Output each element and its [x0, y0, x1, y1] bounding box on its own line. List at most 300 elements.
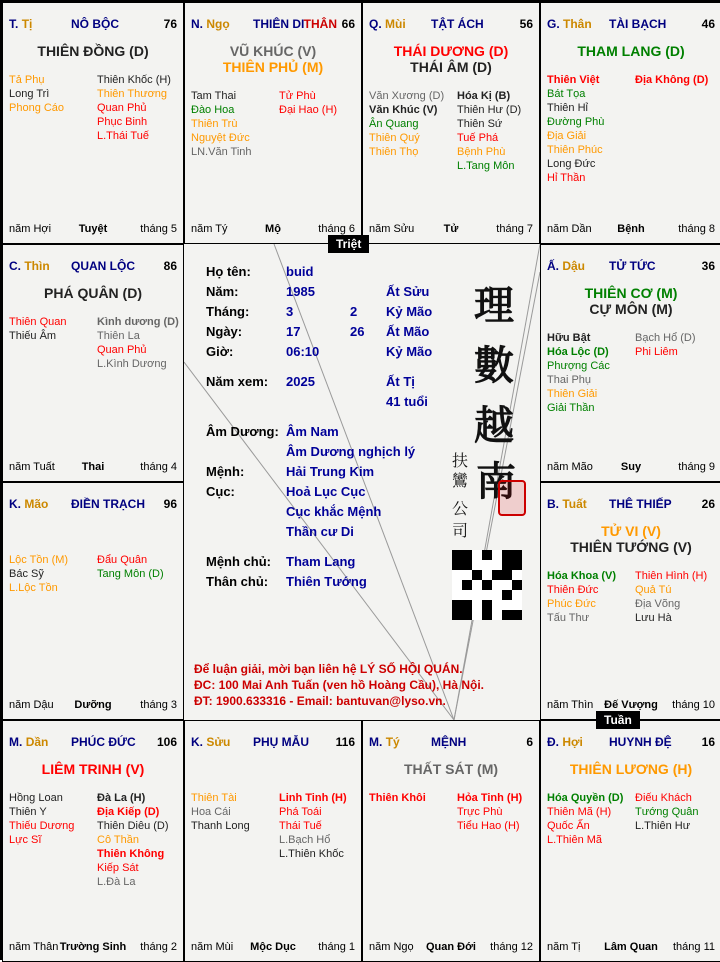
palace-branch-name: Dần [25, 735, 49, 749]
minor-star: Thái Tuế [279, 820, 322, 832]
value-menh: Hải Trung Kim [286, 464, 375, 479]
palace-footer [547, 461, 715, 475]
palace-stem: Ấ. [547, 259, 559, 273]
palace-stem: K. [9, 497, 21, 511]
minor-star: Long Trì [9, 88, 50, 100]
minor-star: Thiên Khôi [369, 792, 426, 804]
calligraphy-char: 理 [474, 282, 514, 329]
palace-number: 96 [163, 497, 177, 511]
minor-star: Bác Sỹ [9, 568, 44, 580]
calligraphy-char: 越 [474, 402, 514, 449]
palace-number: 76 [163, 17, 177, 31]
palace-name: THIÊN DI [253, 17, 305, 31]
palace-name: PHỤ MẪU [253, 735, 309, 749]
palace-branch [369, 735, 400, 749]
palace-year: năm Mão [547, 461, 593, 473]
value-tuoi: 41 tuổi [386, 394, 428, 409]
palace-number: 116 [335, 735, 355, 749]
value-ngay-can: Ất Mão [386, 324, 430, 339]
palace-branch [9, 17, 32, 31]
minor-star: Bệnh Phù [457, 146, 506, 158]
palace-name: TỬ TỨC [609, 259, 656, 273]
minor-star: Long Đức [547, 158, 596, 170]
label-ngay: Ngày: [206, 324, 243, 339]
palace-year: năm Ngọ [369, 941, 414, 953]
palace-branch-name: Tuất [562, 497, 587, 511]
label-am-duong: Âm Dương: [206, 424, 279, 439]
palace-stem: M. [369, 735, 383, 749]
palace-month: tháng 12 [490, 941, 533, 953]
minor-star: Thiên Diêu (D) [97, 820, 169, 832]
palace-footer [9, 461, 177, 475]
palace-year: năm Sửu [369, 223, 415, 235]
minor-star: Hóa Lộc (D) [547, 346, 609, 358]
palace-life-stage: Dưỡng [74, 699, 112, 711]
small-calligraphy-char: 公 [452, 499, 469, 518]
than-marker: THÂN [303, 17, 337, 31]
palace-branch-name: Thìn [24, 259, 50, 273]
palace-branch-name: Tị [21, 17, 33, 31]
value-nam-can: Ất Sửu [386, 284, 430, 299]
minor-star: Thiếu Âm [9, 330, 57, 342]
label-cuc: Cục: [206, 484, 235, 499]
minor-star: L.Tang Môn [457, 160, 515, 172]
palace-cell[interactable] [184, 2, 362, 244]
right-stars [635, 73, 708, 87]
palace-branch-name: Dậu [562, 259, 586, 273]
palace-month: tháng 7 [496, 223, 533, 235]
palace-footer [369, 223, 533, 237]
palace-cell[interactable] [2, 720, 184, 962]
main-star: THIÊN CƠ (M) [584, 285, 678, 301]
palace-header [191, 17, 355, 33]
palace-number: 66 [341, 17, 355, 31]
palace-cell[interactable] [2, 482, 184, 720]
value-am-duong-ly: Âm Dương nghịch lý [286, 444, 416, 459]
minor-star: Đại Hao (H) [279, 104, 338, 116]
palace-number: 86 [163, 259, 177, 273]
minor-star: Bạch Hổ (D) [635, 332, 696, 344]
right-stars [635, 791, 699, 833]
palace-header [547, 735, 715, 751]
main-star: THÁI DƯƠNG (D) [393, 43, 509, 59]
palace-year: năm Hợi [9, 223, 52, 235]
palace-header [9, 17, 177, 33]
triet-marker: Triệt [328, 235, 369, 253]
minor-star: Tả Phụ [9, 74, 45, 86]
minor-star: Quả Tú [635, 584, 672, 596]
minor-star: Thiên Quý [369, 132, 420, 144]
minor-star: Thiên Hư (D) [457, 104, 522, 116]
minor-star: Hóa Kị (B) [457, 90, 511, 102]
palace-month: tháng 1 [318, 941, 355, 953]
palace-header [9, 735, 177, 751]
minor-star: Giải Thần [547, 402, 595, 414]
main-star: THIÊN TƯỚNG (V) [570, 539, 692, 555]
palace-life-stage: Quan Đới [426, 941, 476, 953]
minor-star: Hóa Khoa (V) [547, 570, 617, 582]
minor-star: Nguyệt Đức [191, 132, 250, 144]
palace-header [9, 259, 177, 275]
value-ho-ten: buid [286, 264, 314, 279]
minor-star: Đà La (H) [97, 792, 146, 804]
minor-star: Phượng Các [547, 360, 610, 372]
minor-star: Thiên Hình (H) [635, 570, 708, 582]
value-gio-can: Kỷ Mão [386, 344, 433, 359]
palace-stem: T. [9, 17, 19, 31]
contact-line-1: Để luận giải, mời bạn liên hệ LÝ SỐ HỘI QUÁN. [194, 662, 463, 676]
right-stars [457, 791, 522, 833]
main-star: CỰ MÔN (M) [589, 301, 673, 317]
qr-code-icon[interactable] [452, 550, 522, 620]
palace-stem: Đ. [547, 735, 559, 749]
palace-life-stage: Bệnh [617, 223, 645, 235]
palace-branch [547, 259, 585, 273]
palace-footer [9, 699, 177, 713]
minor-star: Quan Phủ [97, 344, 147, 356]
value-nam-xem-can: Ất Tị [386, 374, 415, 389]
left-stars [369, 89, 444, 159]
main-star: THÁI ÂM (D) [410, 59, 492, 75]
minor-star: L.Bạch Hổ [279, 834, 331, 846]
tuan-marker: Tuần [596, 711, 640, 729]
palace-branch-name: Sửu [206, 735, 231, 749]
value-nam: 1985 [286, 284, 315, 299]
minor-star: Hữu Bật [547, 332, 591, 344]
palace-name: TẬT ÁCH [431, 17, 484, 31]
main-star: THAM LANG (D) [577, 43, 685, 59]
contact-address: ĐC: 100 Mai Anh Tuấn (ven hồ Hoàng Cầu), Hà Nội. [194, 678, 485, 692]
minor-star: Thanh Long [191, 820, 250, 832]
label-nam: Năm: [206, 284, 239, 299]
palace-year: năm Dậu [9, 699, 54, 711]
palace-branch-name: Thân [563, 17, 592, 31]
value-gio: 06:10 [286, 344, 320, 359]
minor-star: Điếu Khách [635, 792, 692, 804]
palace-number: 46 [701, 17, 715, 31]
palace-footer [9, 941, 177, 955]
value-ngay: 17 [286, 324, 301, 339]
palace-branch-name: Ngọ [206, 17, 230, 31]
palace-footer [547, 223, 715, 237]
palace-life-stage: Lâm Quan [604, 941, 658, 953]
palace-cell[interactable] [184, 720, 362, 962]
left-stars [9, 791, 74, 847]
main-star: VŨ KHÚC (V) [229, 43, 317, 59]
center-info-panel [184, 244, 540, 720]
minor-star: Thiên Thọ [369, 146, 419, 158]
palace-month: tháng 6 [318, 223, 355, 235]
right-stars [635, 331, 696, 359]
minor-star: Quốc Ấn [547, 820, 590, 832]
main-star: THIÊN ĐỒNG (D) [37, 43, 149, 59]
palace-month: tháng 9 [678, 461, 715, 473]
palace-month: tháng 3 [140, 699, 177, 711]
palace-life-stage: Mộc Dục [250, 941, 296, 953]
minor-star: Thiên Giải [547, 388, 598, 400]
palace-number: 36 [701, 259, 715, 273]
palace-branch [9, 735, 48, 749]
palace-life-stage: Mộ [265, 223, 281, 235]
palace-stem: Q. [369, 17, 382, 31]
minor-star: Thiên Không [97, 848, 165, 860]
right-stars [279, 791, 347, 861]
palace-month: tháng 4 [140, 461, 177, 473]
calligraphy-char: 數 [474, 342, 514, 389]
minor-star: Kiếp Sát [97, 862, 139, 874]
palace-cell[interactable] [2, 244, 184, 482]
palace-month: tháng 8 [678, 223, 715, 235]
palace-month: tháng 5 [140, 223, 177, 235]
minor-star: L.Thiên Mã [547, 834, 603, 846]
minor-star: Đường Phù [547, 116, 605, 128]
palace-name: NÔ BỘC [71, 17, 119, 31]
right-stars [97, 315, 179, 371]
palace-cell[interactable] [540, 720, 720, 962]
value-am-duong: Âm Nam [286, 424, 339, 439]
main-star: TỬ VI (V) [601, 523, 661, 539]
value-than-cu: Thần cư Di [286, 524, 354, 539]
minor-star: Thiên Mã (H) [547, 806, 612, 818]
minor-star: Tướng Quân [635, 806, 699, 818]
palace-branch-name: Mùi [385, 17, 406, 31]
minor-star: Kình dương (D) [97, 316, 179, 328]
palace-name: PHÚC ĐỨC [71, 735, 136, 749]
minor-star: Thiên Hỉ [547, 102, 588, 114]
palace-branch [369, 17, 406, 31]
minor-star: Hoa Cái [191, 806, 231, 818]
minor-star: Hỉ Thần [547, 172, 586, 184]
value-thang: 3 [286, 304, 294, 319]
left-stars [9, 73, 64, 115]
left-stars [9, 553, 68, 595]
minor-star: Tam Thai [191, 90, 237, 102]
minor-star: Thiên Đức [547, 584, 599, 596]
minor-star: Văn Khúc (V) [369, 104, 438, 116]
palace-number: 26 [701, 497, 715, 511]
minor-star: Địa Giải [547, 130, 587, 142]
palace-cell[interactable] [540, 2, 720, 244]
minor-star: Địa Kiếp (D) [97, 806, 160, 818]
minor-star: Đào Hoa [191, 104, 235, 116]
palace-stem: C. [9, 259, 21, 273]
palace-year: năm Dần [547, 223, 592, 235]
label-nam-xem: Năm xem: [206, 374, 269, 389]
palace-name: MỆNH [431, 735, 467, 749]
palace-month: tháng 10 [672, 699, 715, 711]
palace-header [369, 17, 533, 33]
palace-year: năm Tuất [9, 461, 55, 473]
minor-star: Phục Binh [97, 116, 148, 128]
value-cuc-khac: Cục khắc Mệnh [286, 504, 382, 519]
minor-star: Cô Thần [97, 834, 139, 846]
minor-star: Thiếu Dương [9, 820, 75, 832]
minor-star: L.Lộc Tồn [9, 582, 58, 594]
palace-cell[interactable] [540, 482, 720, 720]
minor-star: Trực Phù [457, 806, 503, 818]
minor-star: Thai Phụ [547, 374, 592, 386]
palace-branch-name: Tý [385, 735, 400, 749]
palace-branch [547, 497, 587, 511]
palace-header [191, 735, 355, 751]
minor-star: Lộc Tồn (M) [9, 554, 69, 566]
left-stars [191, 89, 252, 159]
minor-star: Thiên Trù [191, 118, 238, 130]
small-calligraphy-char: 鸞 [452, 471, 469, 490]
minor-star: Phá Toái [279, 806, 322, 818]
palace-year: năm Tý [191, 223, 228, 235]
palace-branch [9, 259, 50, 273]
label-gio: Giờ: [206, 344, 234, 359]
minor-star: Tuế Phá [457, 132, 499, 144]
small-calligraphy-char: 司 [452, 521, 469, 540]
minor-star: Hỏa Tinh (H) [457, 792, 523, 804]
palace-life-stage: Suy [620, 461, 642, 473]
value-than-chu: Thiên Tướng [286, 574, 367, 589]
palace-cell[interactable] [2, 2, 184, 244]
palace-number: 106 [156, 735, 177, 749]
calligraphy-char: 南 [476, 458, 516, 505]
minor-star: Phong Cáo [9, 102, 65, 114]
minor-star: Hồng Loan [9, 792, 63, 804]
palace-cell[interactable] [362, 720, 540, 962]
right-stars [97, 73, 171, 143]
palace-header [547, 17, 715, 33]
right-stars [97, 791, 169, 889]
small-calligraphy-char: 扶 [452, 451, 469, 470]
minor-star: Phúc Đức [547, 598, 596, 610]
main-star: THẤT SÁT (M) [403, 761, 499, 777]
main-star: LIÊM TRINH (V) [41, 761, 145, 777]
palace-branch [191, 735, 230, 749]
palace-number: 16 [701, 735, 715, 749]
palace-branch [547, 17, 592, 31]
palace-year: năm Thìn [547, 699, 594, 711]
palace-stem: M. [9, 735, 23, 749]
palace-year: năm Thân [9, 941, 59, 953]
value-thang-am: 2 [350, 304, 358, 319]
minor-star: L.Kình Dương [97, 358, 167, 370]
minor-star: Thiên Phúc [547, 144, 603, 156]
palace-branch [191, 17, 230, 31]
palace-branch [9, 497, 48, 511]
minor-star: Thiên Khốc (H) [97, 74, 171, 86]
minor-star: Địa Không (D) [635, 74, 709, 86]
minor-star: LN.Văn Tinh [191, 146, 252, 158]
palace-number: 6 [526, 735, 533, 749]
palace-footer [191, 941, 355, 955]
minor-star: Thiên Sứ [457, 118, 503, 130]
palace-cell[interactable] [540, 244, 720, 482]
label-than-chu: Thân chủ: [206, 574, 269, 589]
minor-star: Tấu Thư [547, 612, 590, 624]
palace-name: THÊ THIẾP [609, 497, 672, 511]
red-seal-icon [498, 480, 526, 516]
minor-star: Thiên Tài [191, 792, 237, 804]
minor-star: Linh Tinh (H) [279, 792, 347, 804]
minor-star: Tử Phù [279, 90, 316, 102]
minor-star: Thiên Quan [9, 316, 67, 328]
palace-footer [369, 941, 533, 955]
palace-branch [547, 735, 583, 749]
palace-footer [9, 223, 177, 237]
value-nam-xem: 2025 [286, 374, 315, 389]
left-stars [547, 73, 604, 185]
palace-life-stage: Trường Sinh [59, 941, 127, 953]
value-menh-chu: Tham Lang [286, 554, 356, 569]
palace-branch-name: Hợi [562, 735, 583, 749]
minor-star: Lực Sĩ [9, 834, 42, 846]
minor-star: Tang Môn (D) [97, 568, 164, 580]
minor-star: L.Thiên Khốc [279, 848, 344, 860]
palace-footer [547, 941, 715, 955]
palace-life-stage: Tuyệt [78, 223, 108, 235]
minor-star: Thiên La [97, 330, 140, 342]
palace-header [547, 497, 715, 513]
left-stars [369, 791, 426, 805]
right-stars [97, 553, 164, 581]
left-stars [9, 315, 66, 343]
value-thang-can: Kỷ Mão [386, 304, 433, 319]
main-star: THIÊN LƯƠNG (H) [569, 761, 693, 777]
label-menh-chu: Mệnh chủ: [206, 554, 271, 569]
minor-star: Lưu Hà [635, 612, 672, 624]
minor-star: Ân Quang [369, 118, 419, 130]
palace-name: QUAN LỘC [71, 259, 135, 273]
palace-name: ĐIỀN TRẠCH [71, 497, 145, 511]
minor-star: Thiên Thương [97, 88, 168, 100]
minor-star: Phi Liêm [635, 346, 678, 358]
minor-star: L.Thái Tuế [97, 130, 149, 142]
palace-name: HUYNH ĐỆ [609, 735, 672, 749]
palace-header [9, 497, 177, 513]
palace-life-stage: Đế Vượng [604, 699, 658, 711]
left-stars [547, 791, 623, 847]
palace-header [369, 735, 533, 751]
palace-stem: B. [547, 497, 559, 511]
minor-star: Địa Võng [635, 598, 681, 610]
palace-life-stage: Tử [443, 223, 459, 235]
palace-year: năm Mùi [191, 941, 234, 953]
palace-branch-name: Mão [24, 497, 49, 511]
palace-stem: K. [191, 735, 203, 749]
main-star: PHÁ QUÂN (D) [44, 285, 142, 301]
label-ho-ten: Họ tên: [206, 264, 251, 279]
palace-life-stage: Thai [81, 461, 105, 473]
palace-cell[interactable] [362, 2, 540, 244]
right-stars [457, 89, 521, 173]
palace-stem: G. [547, 17, 560, 31]
minor-star: Văn Xương (D) [369, 90, 445, 102]
value-cuc: Hoả Lục Cục [286, 484, 366, 499]
palace-month: tháng 11 [672, 941, 715, 953]
palace-number: 56 [519, 17, 533, 31]
minor-star: Tiểu Hao (H) [457, 820, 520, 832]
minor-star: L.Thiên Hư [635, 820, 691, 832]
minor-star: Đẩu Quân [97, 554, 148, 566]
minor-star: Bát Tọa [547, 88, 586, 100]
contact-phone-email: ĐT: 1900.633316 - Email: bantuvan@lyso.vn. [194, 694, 446, 708]
minor-star: L.Đà La [97, 876, 136, 888]
right-stars [635, 569, 707, 625]
palace-stem: N. [191, 17, 203, 31]
minor-star: Thiên Y [9, 806, 47, 818]
minor-star: Thiên Việt [547, 74, 600, 86]
value-ngay-am: 26 [350, 324, 365, 339]
palace-year: năm Tị [547, 941, 581, 953]
main-star: THIÊN PHỦ (M) [222, 59, 324, 75]
left-stars [547, 569, 616, 625]
